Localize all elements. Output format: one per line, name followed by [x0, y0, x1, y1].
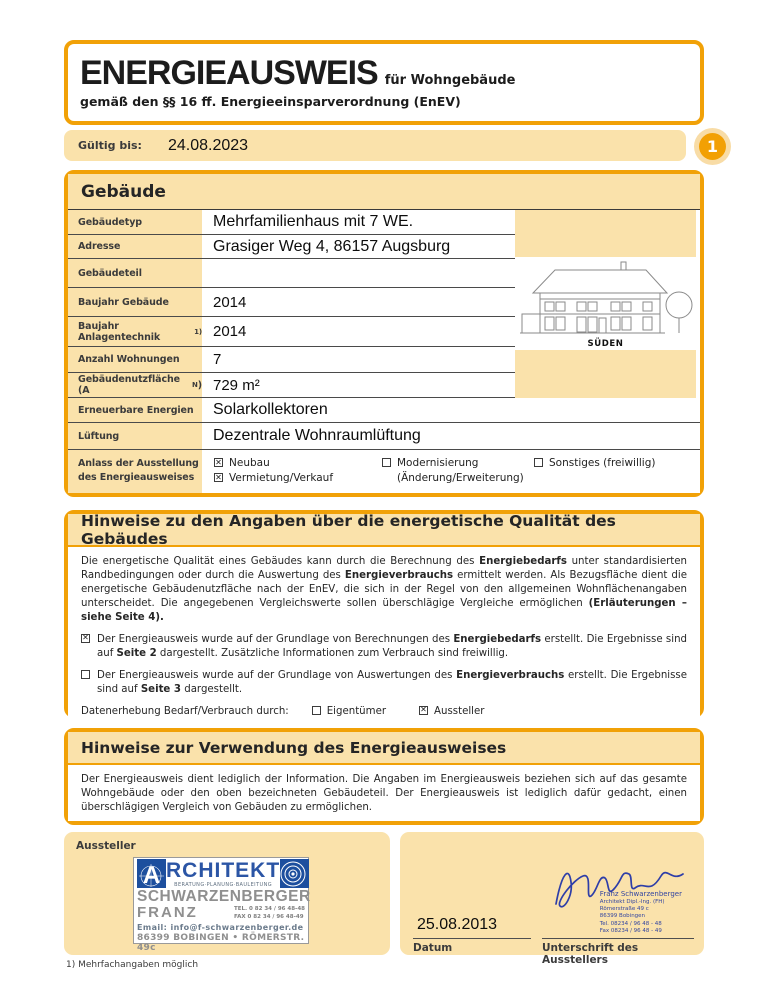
checkbox-unchecked [312, 706, 321, 715]
row-label: Adresse [68, 235, 202, 258]
building-elevation-drawing [515, 257, 696, 337]
logo-spiral-square [280, 859, 309, 888]
logo-brand-text [166, 859, 280, 888]
building-row [68, 259, 515, 288]
row-value: Mehrfamilienhaus mit 7 WE. [202, 210, 515, 234]
section-quality-hints [64, 510, 704, 718]
logo-surname: SCHWARZENBERGER [137, 888, 311, 905]
building-row [68, 398, 700, 423]
document-title-suffix: für Wohngebäude [384, 73, 516, 88]
page-number: 1 [699, 133, 726, 160]
section-building [64, 170, 704, 497]
row-label: Gebäudenutzfläche (A N ) [68, 373, 202, 397]
building-photo [515, 257, 696, 350]
stamp-line: Römerstraße 49 c [599, 906, 649, 913]
building-row [68, 347, 515, 373]
building-row [68, 288, 515, 317]
checkbox-checked: ✕ [215, 472, 222, 482]
document-subtitle: gemäß den §§ 16 ff. Energieeinsparverordnung (EnEV) [80, 94, 461, 109]
date-label: Datum [413, 938, 531, 954]
signature-label: Unterschrift des Ausstellers [542, 938, 694, 966]
logo-address: 86399 BOBINGEN • RÖMERSTR. 49c [137, 932, 305, 953]
signature-scribble [546, 856, 696, 916]
issuer-box [64, 832, 390, 955]
row-value: Dezentrale Wohnraumlüftung [202, 423, 700, 449]
hint-checkbox-item [81, 669, 687, 697]
hint-checkbox-item [81, 633, 687, 661]
occasion-option-label: Sonstiges (freiwillig) [549, 457, 656, 469]
occasion-option [534, 457, 700, 469]
occasion-col-2 [382, 457, 534, 493]
hint-text: Der Energieausweis wurde auf der Grundlage von Berechnungen des Energiebedarfs erstellt. Die Ergebnisse sind auf Seite 2 dargestellt. Zusätzliche Informationen zum Verbrauch sind freiwillig. [97, 633, 687, 659]
signature-box [400, 832, 704, 966]
occasion-option-sublabel: (Änderung/Erweiterung) [397, 472, 524, 484]
logo-brand-rest: RCHITEKT [166, 859, 281, 882]
hint-inline-item [81, 705, 687, 719]
signature-line-group [542, 938, 694, 966]
checkbox-checked: ✕ [215, 457, 222, 467]
validity-bar [64, 130, 686, 161]
logo-name-contact-row [137, 905, 305, 922]
occasion-option [382, 457, 534, 469]
hint-inline-option-label: Aussteller [434, 705, 485, 717]
logo-firstname: FRANZ [137, 904, 198, 922]
checkbox-checked: ✕ [420, 705, 427, 715]
building-row [68, 317, 515, 347]
hint-lead-text: Datenerhebung Bedarf/Verbrauch durch: [81, 705, 289, 717]
stamp-line: Tel. 08234 / 96 48 - 48 [599, 920, 662, 927]
quality-hints-body [68, 547, 700, 741]
issuer-box-label: Aussteller [76, 840, 136, 852]
stamp-line: Architekt Dipl.-Ing. (FH) [599, 899, 665, 906]
building-row [68, 373, 515, 398]
building-occasion-row [68, 450, 700, 493]
usage-hints-body [68, 765, 700, 821]
row-value: 7 [202, 347, 515, 372]
document-title: ENERGIEAUSWEIS [80, 54, 378, 92]
row-value: Solarkollektoren [202, 398, 700, 422]
hint-text: Der Energieausweis wurde auf der Grundlage von Auswertungen des Energieverbrauchs erstellt. Die Ergebnisse sind auf Seite 3 dargestellt. [97, 669, 687, 695]
row-label: Lüftung [68, 423, 202, 449]
section-building-title: Gebäude [68, 174, 700, 210]
hint-inline-option-label: Eigentümer [326, 705, 387, 717]
checkbox-unchecked [81, 670, 90, 679]
section-quality-title: Hinweise zu den Angaben über die energetische Qualität des Gebäudes [68, 514, 700, 547]
document-title-line [80, 54, 688, 93]
logo-fax: FAX 0 82 34 / 96 48-49 [234, 914, 304, 921]
row-value: Grasiger Weg 4, 86157 Augsburg [202, 235, 515, 258]
section-usage-hints [64, 728, 704, 825]
building-row [68, 210, 515, 235]
occasion-option-label: Neubau [229, 457, 270, 469]
logo-tel: TEL. 0 82 34 / 96 48-48 [234, 906, 305, 913]
row-label: Baujahr Anlagentechnik 1) [68, 317, 202, 346]
usage-paragraph: Der Energieausweis dient lediglich der Information. Die Angaben im Energieausweis beziehen sich auf das gesamte Wohngebäude oder den oben bezeichneten Gebäudeteil. Der Energieausweis ist lediglich dafür gedacht, einen überschlägigen Vergleich von Gebäuden zu ermöglichen. [81, 774, 687, 813]
occasion-option [214, 457, 382, 469]
row-label: Gebäudeteil [68, 259, 202, 287]
logo-telfax [234, 905, 305, 922]
occasion-options [202, 450, 700, 493]
building-row [68, 235, 515, 259]
hint-inline-option [312, 705, 386, 719]
building-table-full [68, 398, 700, 450]
checkbox-checked: ✕ [82, 633, 89, 643]
issue-date-group [413, 916, 531, 954]
occasion-col-1 [214, 457, 382, 493]
row-value: 2014 [202, 288, 515, 316]
photo-area-top-fill [515, 210, 696, 257]
row-label: Gebäudetyp [68, 210, 202, 234]
valid-until-label: Gültig bis: [78, 139, 142, 152]
row-label: Anzahl Wohnungen [68, 347, 202, 372]
stamp-line: Fax 08234 / 96 48 - 49 [599, 927, 662, 934]
row-value: 729 m² [202, 373, 515, 397]
building-table-split [68, 210, 700, 398]
checkbox-unchecked [534, 458, 543, 467]
page-number-badge [694, 128, 731, 165]
issue-date: 25.08.2013 [417, 916, 498, 933]
quality-items [81, 633, 687, 741]
logo-tagline: BERATUNG·PLANUNG·BAULEITUNG [174, 882, 272, 888]
occasion-label-line1: Anlass der Ausstellung [78, 458, 199, 469]
hint-inline-option [419, 705, 484, 719]
quality-intro-paragraph: Die energetische Qualität eines Gebäudes kann durch die Berechnung des Energiebedarfs unter standardisierten Randbedingungen oder durch die Auswertung des Energieverbrauchs ermittelt werden. Als Bezugsfläche dient die energetische Gebäudenutzfläche nach der EnEV, die sich in der Regel von den allgemeinen Wohnflächenangaben unterscheidet. Die angegebenen Vergleichswerte sollen überschlägige Vergleiche ermöglichen (Erläuterungen – siehe Seite 4). [81, 556, 688, 623]
document-header [64, 40, 704, 125]
logo-email: Email: info@f-schwarzenberger.de [137, 922, 304, 932]
building-row [68, 423, 700, 450]
building-table-left [68, 210, 515, 398]
logo-brand-row [137, 859, 305, 888]
row-label: Baujahr Gebäude [68, 288, 202, 316]
logo-letter-a-square [137, 859, 166, 888]
occasion-option-label: Modernisierung [397, 457, 479, 469]
row-label: Erneuerbare Energien [68, 398, 202, 422]
logo-brand-initial: A [142, 862, 161, 889]
occasion-label-line2: des Energieausweises [78, 472, 195, 484]
issuer-logo-stamp [133, 857, 311, 953]
valid-until-date: 24.08.2023 [167, 136, 249, 154]
signature-visual [542, 856, 696, 938]
photo-area-bottom-fill [515, 350, 696, 398]
row-value: 2014 [202, 317, 515, 346]
occasion-option [214, 472, 382, 484]
row-value [202, 259, 515, 287]
stamp-line: 86399 Bobingen [599, 913, 646, 920]
occasion-label [68, 450, 202, 493]
checkbox-unchecked [382, 458, 391, 467]
section-usage-title: Hinweise zur Verwendung des Energieausweises [68, 732, 700, 765]
stamp-line: Franz Schwarzenberger [599, 890, 682, 898]
occasion-col-3 [534, 457, 700, 493]
photo-caption: SÜDEN [587, 339, 624, 349]
footnote: 1) Mehrfachangaben möglich [66, 960, 199, 970]
occasion-option-label: Vermietung/Verkauf [229, 472, 334, 484]
building-photo-area [515, 210, 696, 398]
